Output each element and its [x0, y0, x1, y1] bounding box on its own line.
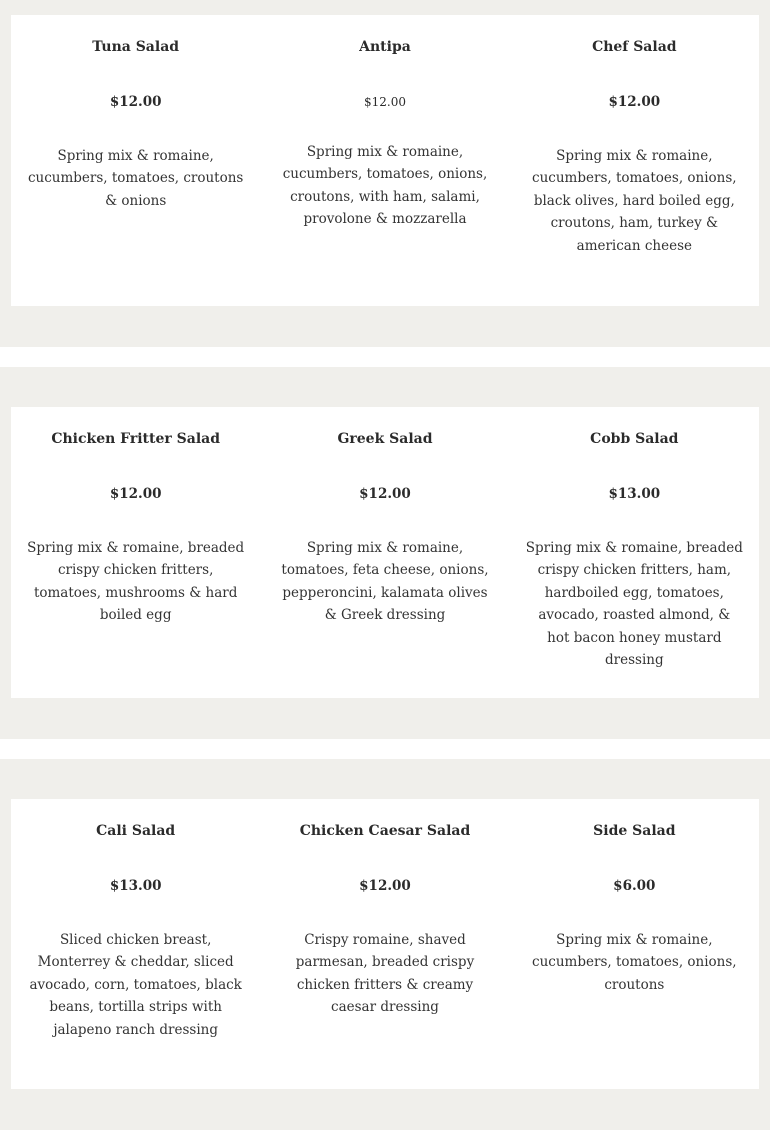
menu-item [510, 407, 759, 698]
item-name: Side Salad [593, 823, 676, 839]
item-description: Spring mix & romaine, cucumbers, tomatoes, onions, croutons [532, 932, 737, 993]
item-price: $13.00 [608, 486, 661, 502]
menu-item [11, 15, 260, 306]
item-description: Spring mix & romaine, cucumbers, tomatoes, onions, black olives, hard boiled egg, croutons, ham, turkey & american cheese [532, 148, 737, 254]
item-name: Tuna Salad [92, 39, 180, 55]
item-name: Chef Salad [592, 39, 677, 55]
menu-item [260, 407, 509, 698]
item-price: $13.00 [109, 878, 162, 894]
item-price: $12.00 [363, 95, 406, 109]
item-price: $12.00 [608, 94, 661, 110]
item-description: Spring mix & romaine, cucumbers, tomatoes, croutons & onions [27, 148, 244, 209]
item-description: Spring mix & romaine, tomatoes, feta cheese, onions, pepperoncini, kalamata olives & Greek dressing [281, 540, 489, 624]
item-price: $12.00 [359, 878, 411, 894]
item-name: Chicken Caesar Salad [299, 823, 471, 839]
item-price: $12.00 [359, 486, 411, 502]
menu-item [260, 799, 509, 1089]
menu-item [260, 15, 509, 306]
item-name: Antipa [359, 39, 411, 55]
item-description: Spring mix & romaine, breaded crispy chicken fritters, tomatoes, mushrooms & hard boiled egg [27, 540, 245, 624]
menu-item [510, 15, 759, 306]
menu-section-1 [11, 15, 759, 306]
item-description: Crispy romaine, shaved parmesan, breaded crispy chicken fritters & creamy caesar dressing [295, 932, 475, 1016]
item-price: $12.00 [109, 486, 162, 502]
item-price: $6.00 [613, 878, 656, 894]
item-name: Cobb Salad [590, 431, 679, 447]
menu-section-2 [11, 407, 759, 698]
item-name: Chicken Fritter Salad [51, 431, 220, 447]
item-description: Spring mix & romaine, cucumbers, tomatoes, onions, croutons, with ham, salami, provolone & mozzarella [282, 144, 488, 228]
item-name: Greek Salad [337, 431, 433, 447]
item-price: $12.00 [109, 94, 162, 110]
item-description: Spring mix & romaine, breaded crispy chicken fritters, ham, hardboiled egg, tomatoes, avocado, roasted almond, & hot bacon honey mustard dressing [525, 540, 743, 669]
menu-item [510, 799, 759, 1089]
item-name: Cali Salad [96, 823, 176, 839]
item-description: Sliced chicken breast, Monterrey & cheddar, sliced avocado, corn, tomatoes, black beans, tortilla strips with jalapeno ranch dressing [29, 932, 242, 1038]
menu-item [11, 799, 260, 1089]
menu-section-3 [11, 799, 759, 1089]
menu-item [11, 407, 260, 698]
